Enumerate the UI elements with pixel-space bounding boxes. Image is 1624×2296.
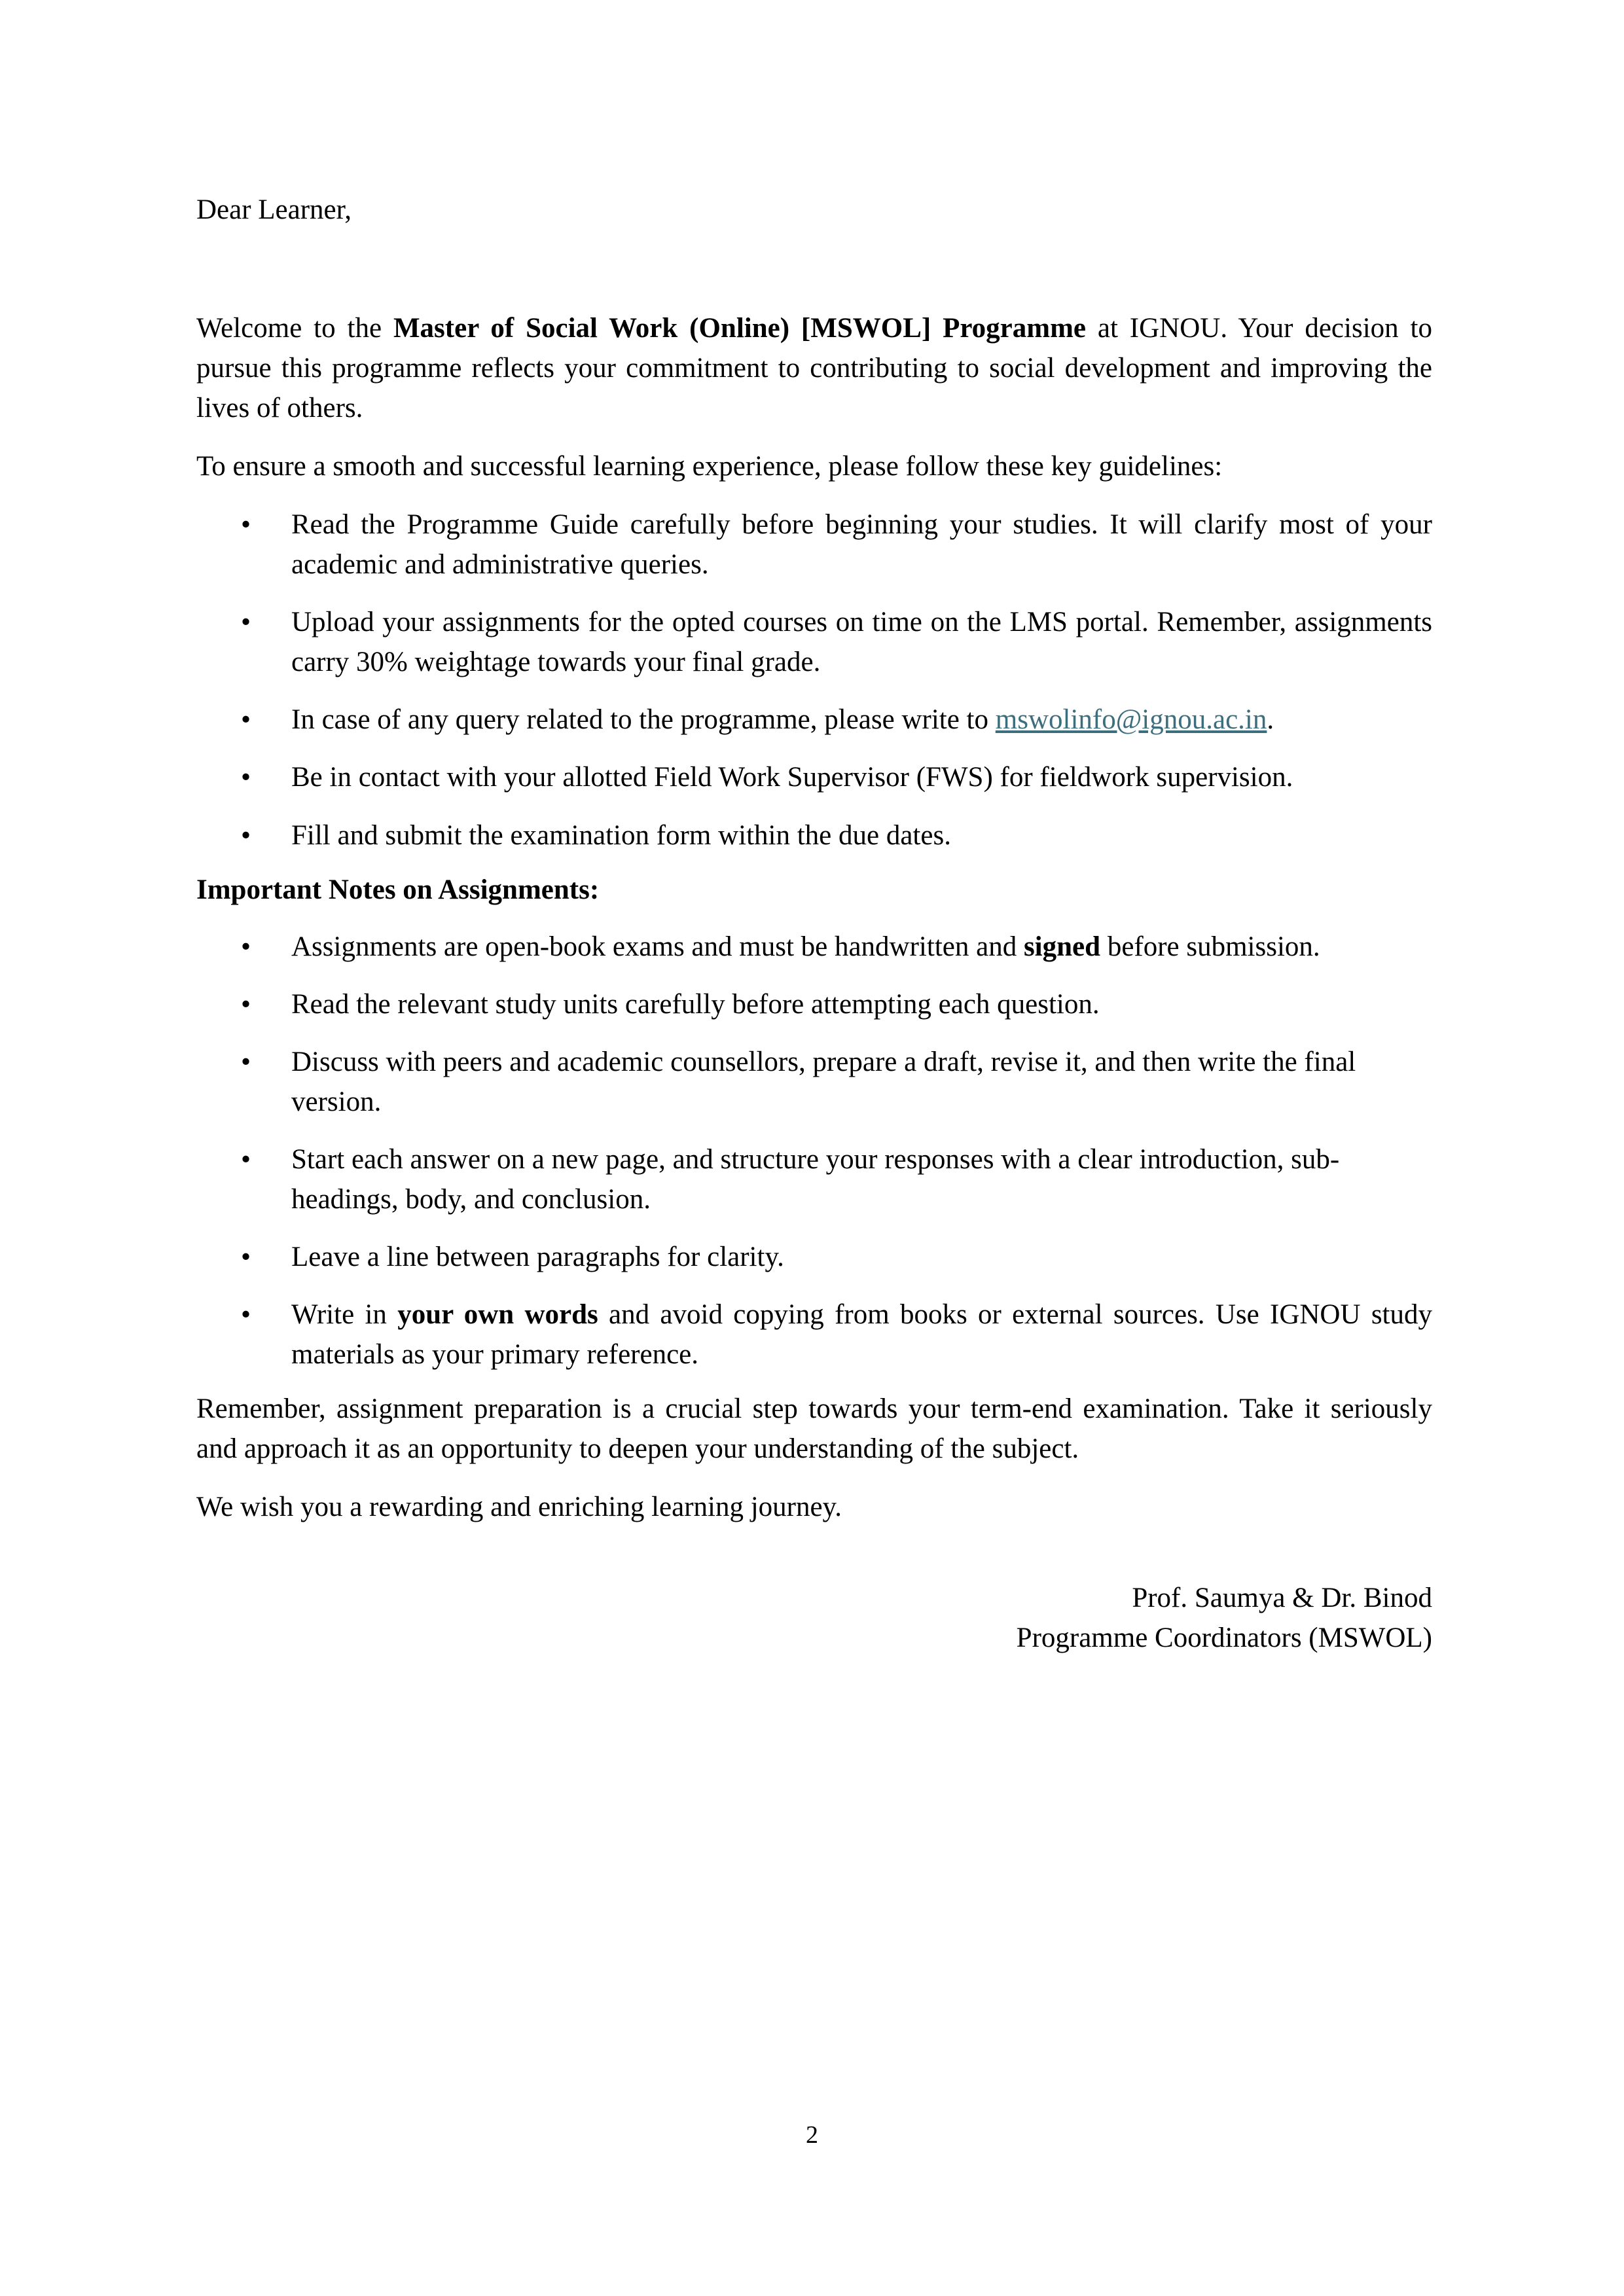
list-item-text-bold: your own words — [397, 1299, 598, 1330]
list-item — [196, 1139, 1432, 1219]
signature-designation: Programme Coordinators (MSWOL) — [1016, 1623, 1432, 1654]
important-notes-list — [196, 927, 1432, 1374]
welcome-text-after: at IGNOU. Your decision to pursue this programme reflects your commitment to contributing to social development and improving the lives of others. — [196, 313, 1432, 424]
list-item-text-prefix: Assignments are open-book exams and must be handwritten and — [291, 931, 1024, 962]
list-item — [196, 1295, 1432, 1374]
list-item-text: Read the relevant study units carefully before attempting each question. — [291, 988, 1100, 1020]
bullet-icon: • — [241, 762, 251, 793]
signature-names: Prof. Saumya & Dr. Binod — [1132, 1583, 1432, 1614]
signature-block — [196, 1578, 1432, 1658]
bullet-icon: • — [241, 1046, 251, 1077]
bullet-icon: • — [241, 509, 251, 541]
salutation: Dear Learner, — [196, 194, 352, 225]
list-item-text-prefix: Write in — [291, 1299, 398, 1330]
document-body — [196, 190, 1432, 1658]
list-item-text-suffix: before submission. — [1100, 931, 1320, 962]
list-item — [196, 757, 1432, 797]
closing-paragraph-2: We wish you a rewarding and enriching learning journey. — [196, 1492, 842, 1523]
list-item-text: Upload your assignments for the opted courses on time on the LMS portal. Remember, assignments carry 30% weightage towards your final grade. — [291, 607, 1432, 678]
list-item — [196, 1237, 1432, 1277]
list-item-text: Start each answer on a new page, and structure your responses with a clear introduction, sub-headings, body, and conclusion. — [291, 1143, 1340, 1215]
welcome-paragraph — [196, 308, 1432, 428]
closing-paragraph-1: Remember, assignment preparation is a crucial step towards your term-end examination. Take it seriously and approach it as an opportunity to deepen your understanding of the subject. — [196, 1393, 1432, 1465]
list-item — [196, 927, 1432, 967]
email-link[interactable]: mswolinfo@ignou.ac.in — [995, 704, 1267, 736]
bullet-icon: • — [241, 988, 251, 1020]
list-item-text: Leave a line between paragraphs for clarity. — [291, 1241, 784, 1272]
list-item — [196, 700, 1432, 740]
list-item-text-bold: signed — [1023, 931, 1101, 962]
list-item-text: Read the Programme Guide carefully before beginning your studies. It will clarify most of your academic and administrative queries. — [291, 509, 1432, 581]
list-item — [196, 816, 1432, 855]
important-notes-heading: Important Notes on Assignments: — [196, 874, 600, 905]
list-item-text-suffix: and avoid copying from books or external sources. Use IGNOU study materials as your primary reference. — [291, 1299, 1433, 1370]
programme-name-bold: Master of Social Work (Online) [MSWOL] Programme — [393, 313, 1086, 344]
list-item-text: Be in contact with your allotted Field Work Supervisor (FWS) for fieldwork supervision. — [291, 762, 1293, 793]
list-item — [196, 602, 1432, 682]
bullet-icon: • — [241, 704, 251, 736]
list-item — [196, 505, 1432, 584]
list-item-text: Discuss with peers and academic counsellors, prepare a draft, revise it, and then write the final version. — [291, 1046, 1356, 1117]
page-number: 2 — [806, 2121, 818, 2149]
guidelines-lead-paragraph: To ensure a smooth and successful learning experience, please follow these key guidelines: — [196, 451, 1223, 482]
welcome-text-before: Welcome to the — [196, 313, 393, 344]
bullet-icon: • — [241, 1143, 251, 1175]
list-item-text-prefix: In case of any query related to the programme, please write to — [291, 704, 996, 736]
list-item-text-suffix: . — [1267, 704, 1274, 736]
list-item-text: Fill and submit the examination form within the due dates. — [291, 819, 951, 851]
bullet-icon: • — [241, 1299, 251, 1330]
bullet-icon: • — [241, 819, 251, 851]
guidelines-list — [196, 505, 1432, 855]
bullet-icon: • — [241, 607, 251, 638]
bullet-icon: • — [241, 1241, 251, 1272]
list-item — [196, 984, 1432, 1024]
list-item — [196, 1042, 1432, 1122]
bullet-icon: • — [241, 931, 251, 962]
